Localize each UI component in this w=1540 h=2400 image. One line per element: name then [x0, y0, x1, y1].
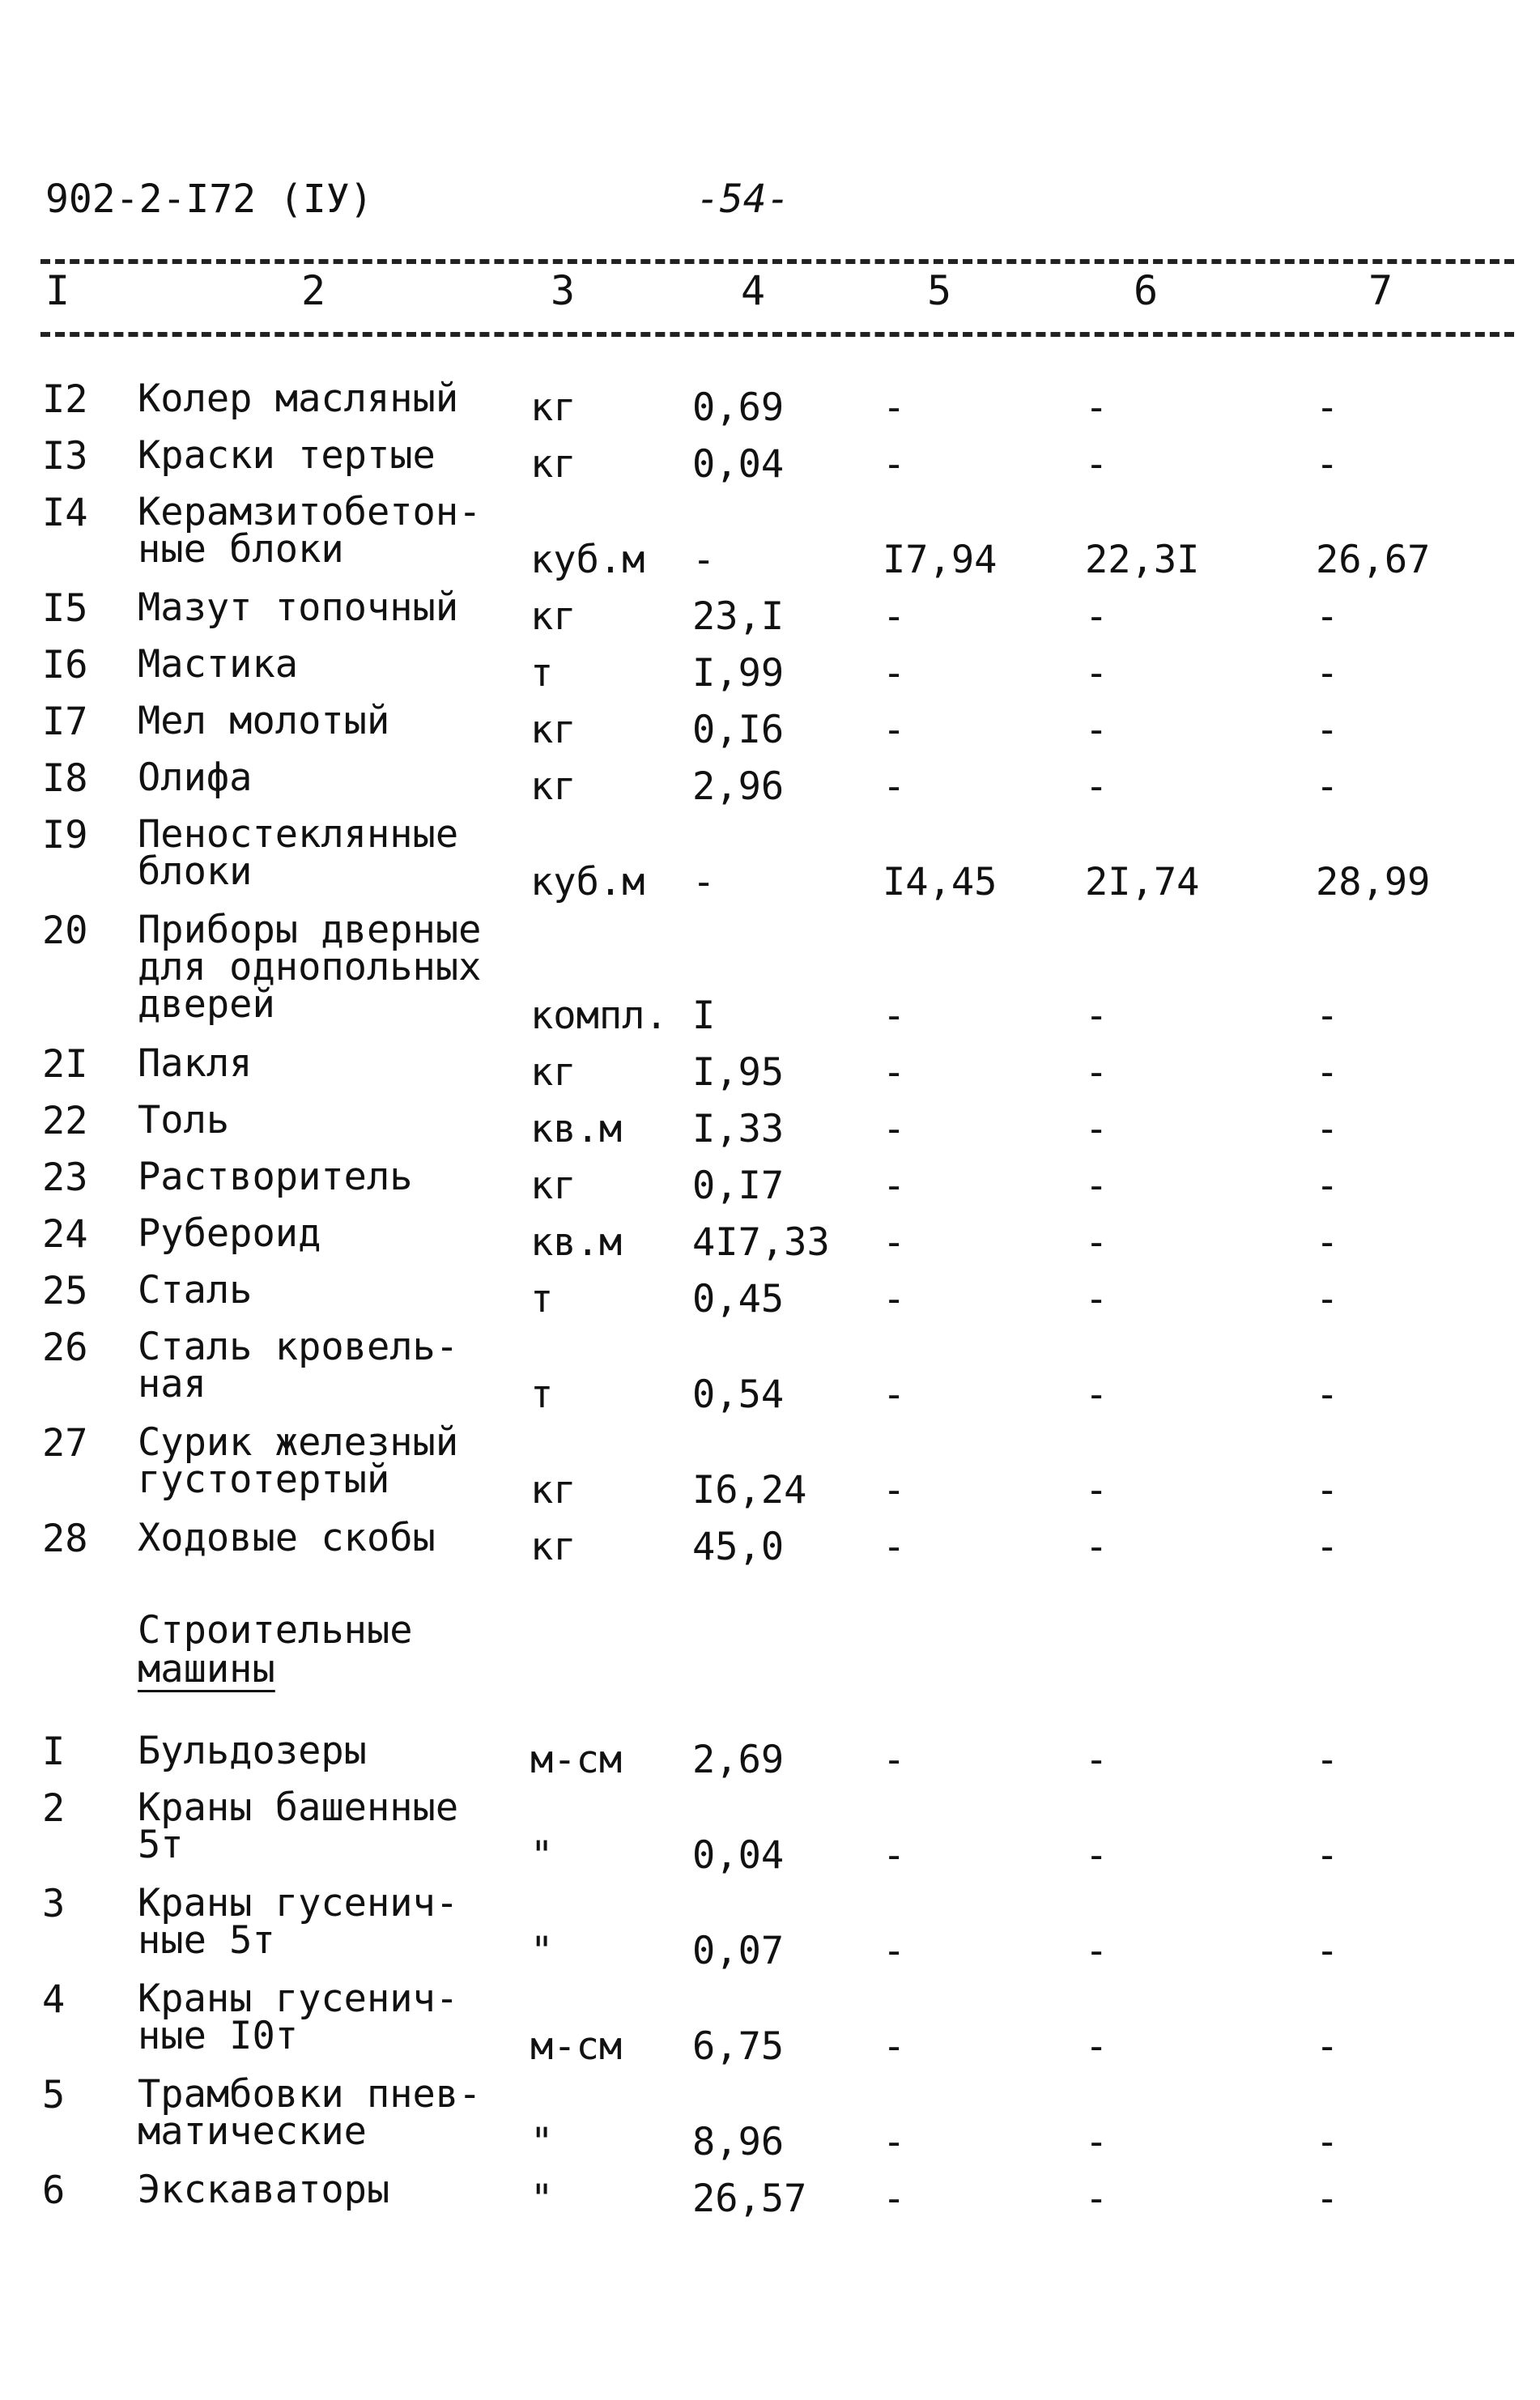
unit: куб.м — [530, 538, 645, 582]
unit: куб.м — [530, 860, 645, 904]
value-col5: - — [883, 708, 906, 752]
value-col7: 26,67 — [1316, 538, 1431, 582]
row-number: I6 — [42, 643, 88, 687]
section-heading — [138, 1608, 559, 1691]
item-name: Приборы дверные для однопольных дверей — [138, 908, 482, 1027]
value-col7: - — [1316, 1525, 1339, 1569]
value-col5: - — [883, 651, 906, 696]
table-row — [0, 1977, 1540, 2076]
unit: т — [530, 1372, 554, 1417]
table-row — [0, 642, 1540, 703]
unit: кв.м — [530, 1220, 623, 1265]
value-col5: - — [883, 1929, 906, 1973]
row-number: 5 — [42, 2073, 66, 2117]
row-number: 3 — [42, 1882, 66, 1926]
header-divider-bottom — [40, 332, 1514, 337]
row-number: 28 — [42, 1517, 88, 1561]
item-name: Керамзитобетон-ные блоки — [138, 490, 482, 572]
quantity: 0,I7 — [692, 1164, 785, 1208]
value-col6: - — [1085, 2177, 1108, 2221]
value-col7: - — [1316, 2177, 1339, 2221]
quantity: 23,I — [692, 594, 785, 639]
value-col6: - — [1085, 651, 1108, 696]
quantity: 0,04 — [692, 1833, 785, 1878]
table-row — [0, 908, 1540, 1045]
quantity: I6,24 — [692, 1468, 807, 1513]
value-col5: - — [883, 1050, 906, 1095]
unit: " — [530, 2120, 554, 2164]
column-header: 5 — [927, 267, 952, 314]
machines-table — [0, 1729, 1540, 2228]
value-col5: I4,45 — [883, 860, 998, 904]
row-number: 23 — [42, 1155, 88, 1200]
value-col7: - — [1316, 1107, 1339, 1151]
value-col7: - — [1316, 385, 1339, 430]
quantity: 4I7,33 — [692, 1220, 830, 1265]
item-name: Краски тертые — [138, 433, 436, 478]
quantity: 6,75 — [692, 2024, 785, 2069]
quantity: - — [692, 538, 716, 582]
value-col6: - — [1085, 1277, 1108, 1321]
value-col6: 2I,74 — [1085, 860, 1200, 904]
table-row — [0, 1155, 1540, 1215]
row-number: I8 — [42, 756, 88, 801]
table-row — [0, 377, 1540, 437]
value-col5: - — [883, 385, 906, 430]
table-row — [0, 1881, 1540, 1981]
value-col7: - — [1316, 2024, 1339, 2069]
value-col5: - — [883, 1525, 906, 1569]
unit: кг — [530, 594, 576, 639]
row-number: 25 — [42, 1269, 88, 1313]
value-col5: - — [883, 1220, 906, 1265]
item-name: Мазут топочный — [138, 585, 459, 630]
row-number: 27 — [42, 1421, 88, 1466]
table-row — [0, 490, 1540, 589]
unit: кг — [530, 764, 576, 809]
value-col5: - — [883, 1164, 906, 1208]
table-row — [0, 585, 1540, 646]
table-row — [0, 1268, 1540, 1329]
unit: т — [530, 1277, 554, 1321]
materials-table — [0, 377, 1540, 1577]
column-header: I — [45, 267, 70, 314]
table-row — [0, 1325, 1540, 1424]
unit: кг — [530, 385, 576, 430]
value-col7: - — [1316, 1929, 1339, 1973]
value-col7: - — [1316, 1164, 1339, 1208]
value-col5: I7,94 — [883, 538, 998, 582]
value-col7: - — [1316, 1833, 1339, 1878]
item-name: Экскаваторы — [138, 2168, 390, 2212]
item-name: Растворитель — [138, 1155, 413, 1199]
item-name: Бульдозеры — [138, 1729, 367, 1773]
item-name: Рубероид — [138, 1211, 321, 1256]
quantity: 0,54 — [692, 1372, 785, 1417]
row-number: I3 — [42, 434, 88, 479]
quantity: 2,69 — [692, 1738, 785, 1782]
quantity: 2,96 — [692, 764, 785, 809]
value-col6: - — [1085, 2120, 1108, 2164]
table-row — [0, 1516, 1540, 1577]
row-number: I9 — [42, 813, 88, 857]
value-col6: - — [1085, 994, 1108, 1038]
value-col5: - — [883, 994, 906, 1038]
value-col7: - — [1316, 1050, 1339, 1095]
value-col7: - — [1316, 594, 1339, 639]
unit: кг — [530, 1050, 576, 1095]
unit: кг — [530, 1468, 576, 1513]
value-col5: - — [883, 2120, 906, 2164]
unit: м-см — [530, 2024, 623, 2069]
value-col6: - — [1085, 708, 1108, 752]
unit: кв.м — [530, 1107, 623, 1151]
row-number: 2 — [42, 1786, 66, 1831]
item-name: Олифа — [138, 755, 253, 800]
table-row — [0, 433, 1540, 494]
value-col6: - — [1085, 764, 1108, 809]
row-number: 22 — [42, 1099, 88, 1143]
value-col6: 22,3I — [1085, 538, 1200, 582]
value-col7: - — [1316, 1468, 1339, 1513]
value-col6: - — [1085, 1468, 1108, 1513]
value-col5: - — [883, 764, 906, 809]
value-col6: - — [1085, 594, 1108, 639]
item-name: Пакля — [138, 1041, 253, 1086]
value-col7: - — [1316, 764, 1339, 809]
value-col6: - — [1085, 2024, 1108, 2069]
quantity: I — [692, 994, 716, 1038]
unit: " — [530, 1929, 554, 1973]
row-number: 4 — [42, 1977, 66, 2022]
table-row — [0, 2168, 1540, 2228]
document-code: 902-2-I72 (IУ) — [45, 177, 373, 222]
table-row — [0, 812, 1540, 912]
item-name: Пеностеклянные блоки — [138, 812, 459, 894]
quantity: 8,96 — [692, 2120, 785, 2164]
unit: кг — [530, 1525, 576, 1569]
quantity: 0,69 — [692, 385, 785, 430]
value-col7: - — [1316, 651, 1339, 696]
row-number: 20 — [42, 909, 88, 953]
item-name: Мастика — [138, 642, 299, 687]
row-number: I7 — [42, 700, 88, 744]
section-heading-line2: машины — [138, 1647, 275, 1691]
quantity: 26,57 — [692, 2177, 807, 2221]
column-header: 4 — [741, 267, 766, 314]
unit: " — [530, 1833, 554, 1878]
item-name: Краны башенные 5т — [138, 1785, 459, 1867]
table-row — [0, 755, 1540, 816]
table-row — [0, 1041, 1540, 1102]
value-col6: - — [1085, 1050, 1108, 1095]
table-row — [0, 1785, 1540, 1885]
unit: кг — [530, 708, 576, 752]
quantity: 0,07 — [692, 1929, 785, 1973]
value-col7: 28,99 — [1316, 860, 1431, 904]
unit: кг — [530, 1164, 576, 1208]
section-heading-line1: Строительные — [138, 1608, 413, 1653]
value-col7: - — [1316, 1220, 1339, 1265]
row-number: 2I — [42, 1042, 88, 1087]
quantity: 0,04 — [692, 442, 785, 487]
quantity: - — [692, 860, 716, 904]
item-name: Мел молотый — [138, 699, 390, 743]
column-header: 6 — [1134, 267, 1159, 314]
unit: т — [530, 651, 554, 696]
table-row — [0, 1420, 1540, 1520]
item-name: Толь — [138, 1098, 230, 1143]
value-col7: - — [1316, 1738, 1339, 1782]
row-number: I5 — [42, 586, 88, 631]
value-col5: - — [883, 1107, 906, 1151]
row-number: I — [42, 1730, 66, 1774]
value-col7: - — [1316, 994, 1339, 1038]
row-number: I2 — [42, 377, 88, 422]
value-col6: - — [1085, 1833, 1108, 1878]
value-col5: - — [883, 2177, 906, 2221]
unit: компл. — [530, 994, 668, 1038]
row-number: 26 — [42, 1326, 88, 1370]
row-number: 6 — [42, 2168, 66, 2213]
table-row — [0, 2072, 1540, 2172]
quantity: I,99 — [692, 651, 785, 696]
unit: м-см — [530, 1738, 623, 1782]
value-col5: - — [883, 1277, 906, 1321]
table-row — [0, 1211, 1540, 1272]
quantity: 0,45 — [692, 1277, 785, 1321]
item-name: Краны гусенич-ные I0т — [138, 1977, 459, 2058]
value-col5: - — [883, 1738, 906, 1782]
value-col6: - — [1085, 385, 1108, 430]
item-name: Сурик железный густотертый — [138, 1420, 459, 1502]
value-col7: - — [1316, 1277, 1339, 1321]
value-col5: - — [883, 594, 906, 639]
table-row — [0, 1098, 1540, 1159]
value-col6: - — [1085, 1164, 1108, 1208]
quantity: 0,I6 — [692, 708, 785, 752]
value-col6: - — [1085, 1220, 1108, 1265]
table-row — [0, 699, 1540, 760]
table-row — [0, 1729, 1540, 1789]
quantity: I,95 — [692, 1050, 785, 1095]
unit: " — [530, 2177, 554, 2221]
item-name: Краны гусенич-ные 5т — [138, 1881, 459, 1963]
value-col6: - — [1085, 1525, 1108, 1569]
item-name: Сталь кровель-ная — [138, 1325, 459, 1406]
value-col7: - — [1316, 2120, 1339, 2164]
value-col7: - — [1316, 708, 1339, 752]
page-number: -54- — [696, 177, 790, 222]
value-col5: - — [883, 1372, 906, 1417]
header-divider-top — [40, 259, 1514, 264]
value-col6: - — [1085, 1929, 1108, 1973]
value-col6: - — [1085, 1107, 1108, 1151]
value-col5: - — [883, 1468, 906, 1513]
value-col5: - — [883, 1833, 906, 1878]
value-col5: - — [883, 2024, 906, 2069]
item-name: Ходовые скобы — [138, 1516, 436, 1560]
value-col5: - — [883, 442, 906, 487]
value-col7: - — [1316, 442, 1339, 487]
item-name: Колер масляный — [138, 377, 459, 421]
column-header: 3 — [551, 267, 576, 314]
quantity: 45,0 — [692, 1525, 785, 1569]
item-name: Сталь — [138, 1268, 253, 1313]
unit: кг — [530, 442, 576, 487]
value-col6: - — [1085, 1372, 1108, 1417]
quantity: I,33 — [692, 1107, 785, 1151]
row-number: 24 — [42, 1212, 88, 1257]
item-name: Трамбовки пнев-матические — [138, 2072, 482, 2154]
value-col6: - — [1085, 1738, 1108, 1782]
row-number: I4 — [42, 491, 88, 535]
value-col6: - — [1085, 442, 1108, 487]
value-col7: - — [1316, 1372, 1339, 1417]
column-header: 7 — [1368, 267, 1393, 314]
column-header: 2 — [301, 267, 326, 314]
